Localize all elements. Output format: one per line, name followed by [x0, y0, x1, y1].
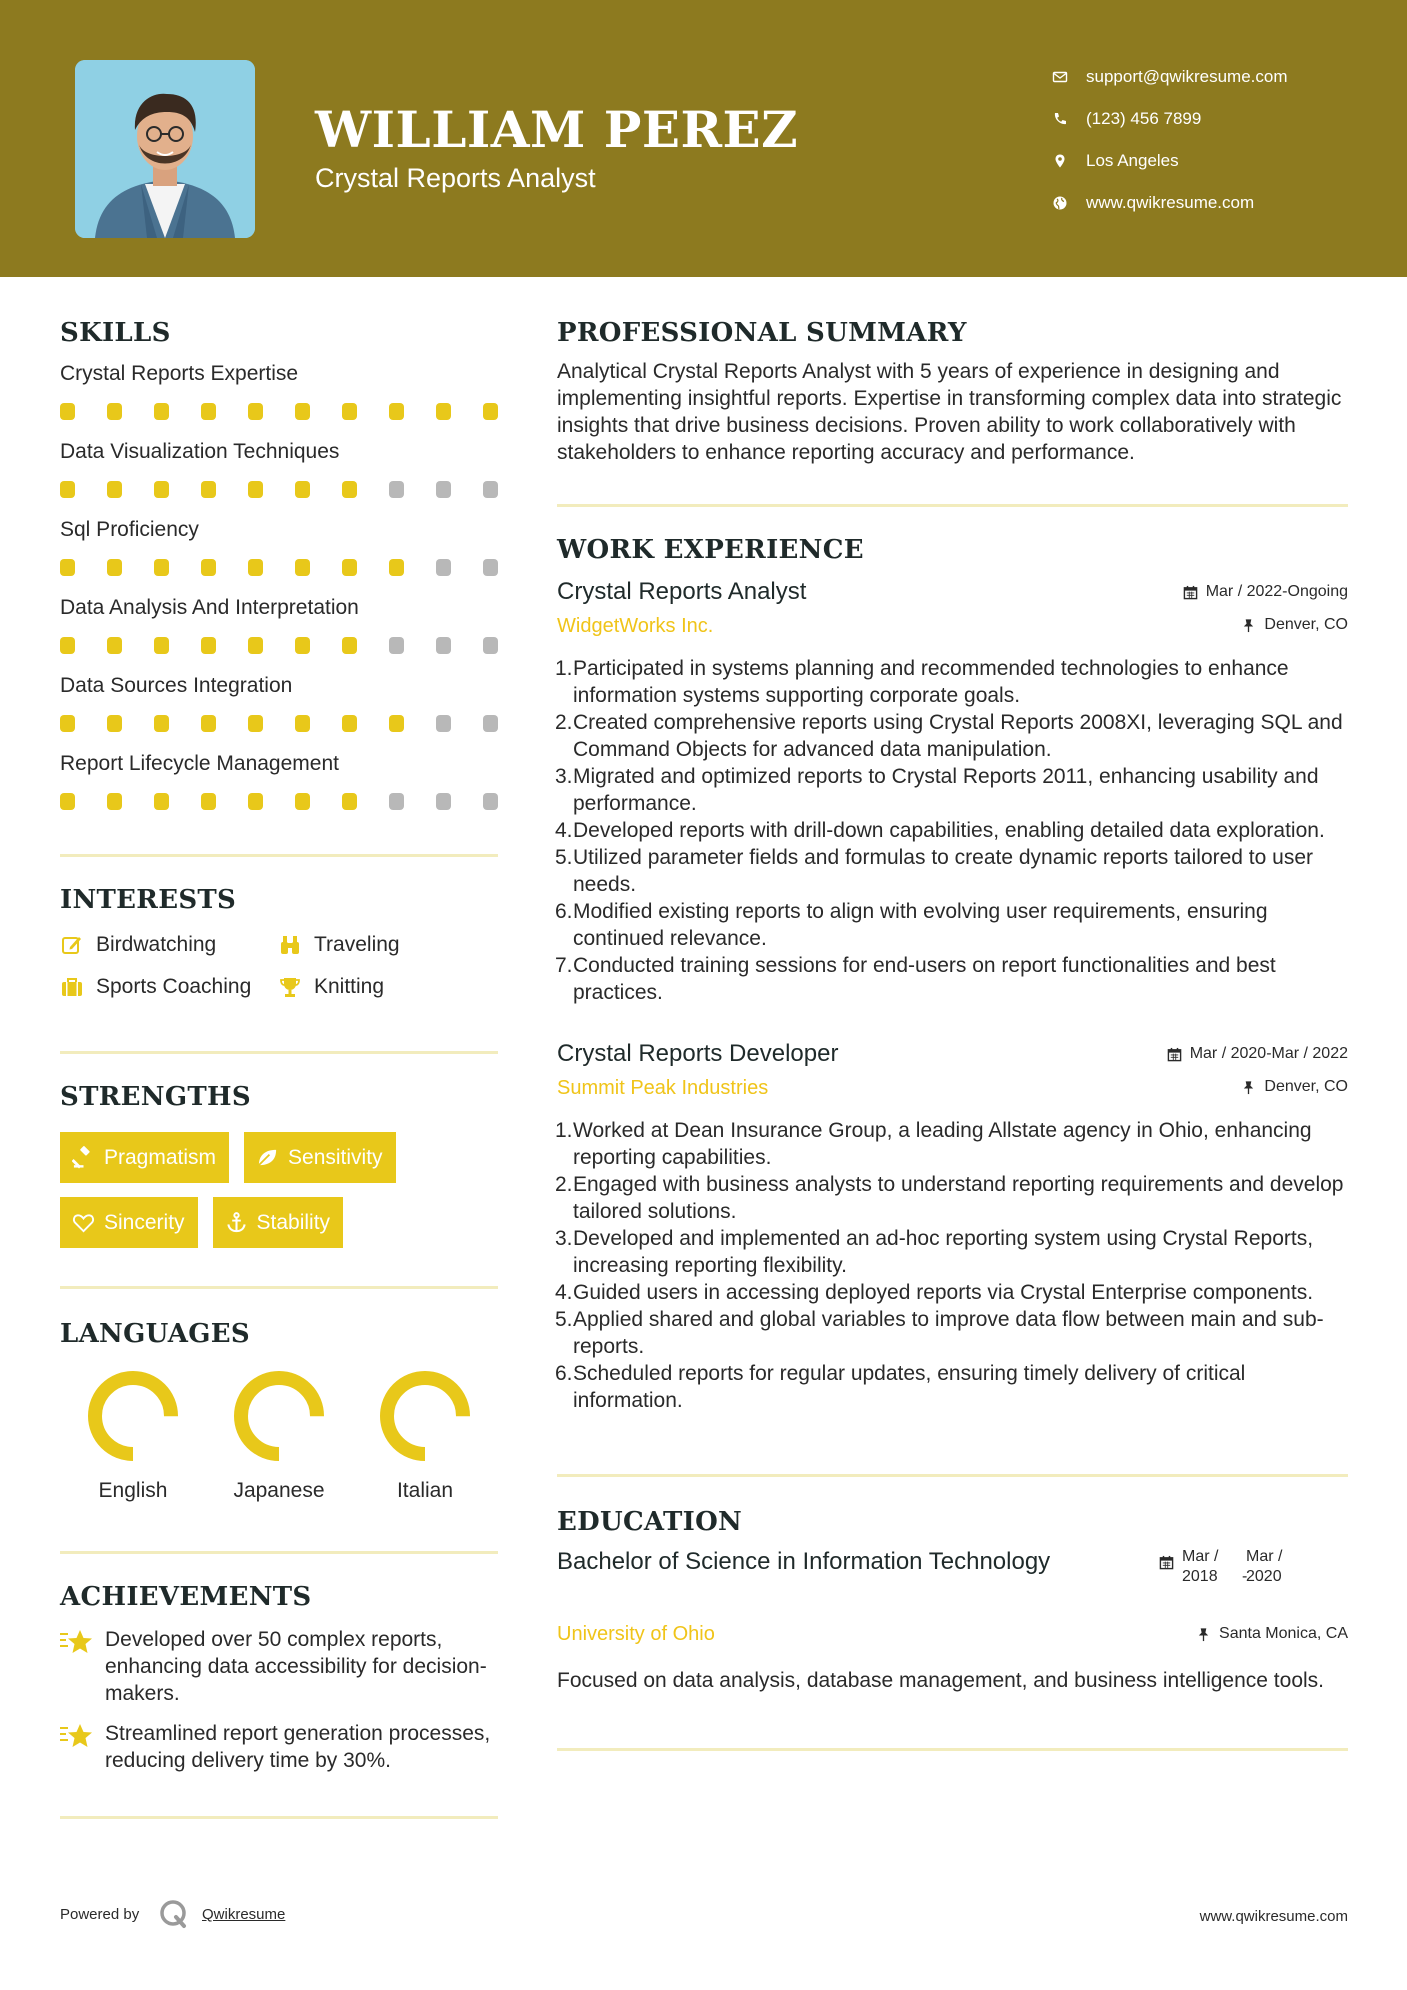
star-badge-icon	[60, 1626, 105, 1707]
calendar-icon	[1167, 1047, 1182, 1062]
rating-dot-empty	[436, 793, 451, 810]
skill-name: Data Sources Integration	[60, 674, 293, 697]
interest-item	[60, 975, 278, 999]
rating-dot-filled	[248, 715, 263, 732]
strength-tag	[244, 1132, 396, 1183]
job-location	[1241, 616, 1348, 634]
interests-title: INTERESTS	[60, 885, 237, 915]
date-separator: -	[1242, 1568, 1248, 1585]
rating-dot-filled	[248, 793, 263, 810]
rating-dot-filled	[389, 403, 404, 420]
rating-dot-filled	[107, 481, 122, 498]
star-badge-icon	[60, 1720, 105, 1774]
rating-dot-filled	[295, 793, 310, 810]
rating-dot-filled	[154, 403, 169, 420]
rating-dot-filled	[201, 403, 216, 420]
duty-number: 2.	[555, 711, 573, 734]
language-gauge-arc	[387, 1378, 463, 1454]
skill-name: Data Analysis And Interpretation	[60, 596, 359, 619]
skills-title: SKILLS	[60, 318, 171, 348]
rating-dot-filled	[107, 715, 122, 732]
rating-dot-empty	[389, 481, 404, 498]
rating-dot-filled	[154, 559, 169, 576]
duty-text: Developed reports with drill-down capabilities, enabling detailed data exploration.	[573, 819, 1325, 842]
duty-text: Utilized parameter fields and formulas to create dynamic reports tailored to user needs.	[573, 846, 1314, 896]
job-duty	[557, 1225, 1348, 1279]
job-duty	[557, 844, 1348, 898]
job-company: WidgetWorks Inc.	[557, 615, 714, 637]
right-column	[557, 318, 1348, 1751]
duty-text: Worked at Dean Insurance Group, a leading Allstate agency in Ohio, enhancing reporting capabilities.	[573, 1119, 1312, 1169]
rating-dot-filled	[201, 559, 216, 576]
header-banner	[0, 0, 1407, 277]
duty-number: 3.	[555, 765, 573, 788]
section-divider	[60, 1051, 498, 1054]
contact-list	[1050, 56, 1380, 224]
location-icon	[1050, 153, 1086, 169]
job-location	[1241, 1078, 1348, 1096]
rating-dot-filled	[107, 403, 122, 420]
strength-tag	[213, 1197, 344, 1248]
footer	[60, 1898, 1348, 1934]
profile-photo-image	[75, 60, 255, 238]
rating-dot-empty	[483, 637, 498, 654]
footer-website[interactable]: www.qwikresume.com	[1199, 1908, 1348, 1925]
job-title: Crystal Reports Analyst	[557, 578, 807, 605]
rating-dot-filled	[248, 637, 263, 654]
duty-number: 1.	[555, 1119, 573, 1142]
section-divider	[60, 1551, 498, 1554]
skill-rating	[60, 403, 498, 420]
rating-dot-filled	[201, 715, 216, 732]
education-title: EDUCATION	[557, 1507, 743, 1537]
rating-dot-filled	[60, 715, 75, 732]
achievements-title: ACHIEVEMENTS	[60, 1582, 312, 1612]
language-name: English	[98, 1479, 168, 1502]
rating-dot-filled	[342, 715, 357, 732]
rating-dot-filled	[201, 481, 216, 498]
language-item	[206, 1369, 352, 1503]
rating-dot-empty	[436, 481, 451, 498]
duty-number: 3.	[555, 1227, 573, 1250]
interest-label: Knitting	[314, 975, 385, 998]
job-duty	[557, 952, 1348, 1006]
job-duties	[557, 655, 1348, 1006]
rating-dot-filled	[342, 403, 357, 420]
rating-dot-filled	[342, 481, 357, 498]
interest-label: Traveling	[314, 933, 400, 956]
rating-dot-filled	[295, 715, 310, 732]
anchor-icon	[225, 1211, 248, 1234]
achievement-item	[60, 1720, 498, 1774]
contact-location-text: Los Angeles	[1086, 151, 1179, 170]
achievement-text: Developed over 50 complex reports, enhancing data accessibility for decision-makers.	[105, 1628, 487, 1705]
job-duty	[557, 898, 1348, 952]
contact-phone-text: (123) 456 7899	[1086, 109, 1202, 128]
rating-dot-empty	[483, 793, 498, 810]
summary-text: Analytical Crystal Reports Analyst with 5 years of experience in designing and implementing insightful reports. Expertise in transforming complex data into strategic insights that drive business decisions. Proven ability to work collaboratively with stakeholders to enhance reporting accuracy and performance.	[557, 360, 1342, 464]
section-divider	[60, 854, 498, 857]
candidate-role: Crystal Reports Analyst	[315, 163, 596, 193]
job-company: Summit Peak Industries	[557, 1077, 769, 1099]
heart-icon	[72, 1211, 95, 1234]
job-entry	[557, 577, 1348, 1006]
rating-dot-filled	[60, 403, 75, 420]
job-duty	[557, 709, 1348, 763]
languages-title: LANGUAGES	[60, 1319, 250, 1349]
rating-dot-filled	[342, 559, 357, 576]
calendar-icon	[1159, 1547, 1174, 1587]
rating-dot-filled	[201, 637, 216, 654]
job-dates	[1183, 583, 1348, 601]
job-duty	[557, 817, 1348, 844]
job-duty	[557, 655, 1348, 709]
education-school: University of Ohio	[557, 1623, 715, 1645]
languages-list	[60, 1369, 498, 1503]
duty-number: 5.	[555, 846, 573, 869]
rating-dot-empty	[483, 715, 498, 732]
interests-list	[60, 933, 498, 999]
strength-tag	[60, 1132, 229, 1183]
rating-dot-filled	[248, 559, 263, 576]
rating-dot-empty	[483, 559, 498, 576]
duty-number: 4.	[555, 819, 573, 842]
education-header	[557, 1547, 1348, 1667]
qwikresume-link[interactable]: Qwikresume	[202, 1906, 286, 1923]
duty-text: Migrated and optimized reports to Crystal Reports 2011, enhancing usability and performance.	[573, 765, 1319, 815]
job-header	[557, 1039, 1348, 1099]
duty-text: Participated in systems planning and recommended technologies to enhance information systems supporting corporate goals.	[573, 657, 1289, 707]
skill-item	[60, 516, 498, 576]
strength-label: Sincerity	[104, 1210, 185, 1234]
rating-dot-filled	[248, 403, 263, 420]
briefcase-icon	[60, 975, 96, 999]
education-dates	[1159, 1547, 1306, 1587]
skill-rating	[60, 715, 498, 732]
pin-icon	[1241, 1080, 1256, 1095]
rating-dot-filled	[201, 793, 216, 810]
education-location	[1196, 1625, 1348, 1643]
interest-item	[278, 975, 498, 999]
rating-dot-filled	[342, 637, 357, 654]
qwikresume-logo-icon	[158, 1898, 190, 1930]
rating-dot-filled	[248, 481, 263, 498]
section-divider	[557, 1474, 1348, 1477]
section-divider	[557, 504, 1348, 507]
language-name: Italian	[396, 1479, 454, 1502]
rating-dot-filled	[60, 637, 75, 654]
achievement-text: Streamlined report generation processes, reducing delivery time by 30%.	[105, 1722, 491, 1772]
skill-name: Data Visualization Techniques	[60, 440, 340, 463]
contact-email-text: support@qwikresume.com	[1086, 67, 1288, 86]
contact-email[interactable]	[1050, 56, 1380, 98]
calendar-icon	[1183, 585, 1198, 600]
education-start: Mar / 2018	[1182, 1548, 1219, 1585]
binoculars-icon	[278, 933, 314, 957]
skill-item	[60, 750, 498, 810]
section-divider	[60, 1286, 498, 1289]
rating-dot-filled	[389, 559, 404, 576]
leaf-icon	[256, 1146, 279, 1169]
language-gauge	[232, 1369, 326, 1463]
duty-number: 4.	[555, 1281, 573, 1304]
rating-dot-filled	[60, 559, 75, 576]
contact-website[interactable]	[1050, 182, 1380, 224]
language-item	[352, 1369, 498, 1503]
skill-item	[60, 360, 498, 420]
rating-dot-filled	[295, 637, 310, 654]
job-duty	[557, 763, 1348, 817]
interest-label: Sports Coaching	[96, 975, 252, 998]
rating-dot-filled	[154, 793, 169, 810]
rating-dot-empty	[436, 715, 451, 732]
language-gauge-arc	[241, 1378, 317, 1454]
strengths-list	[60, 1132, 500, 1262]
contact-website-text: www.qwikresume.com	[1086, 193, 1255, 212]
skill-name: Sql Proficiency	[60, 518, 199, 541]
duty-text: Guided users in accessing deployed reports via Crystal Enterprise components.	[573, 1281, 1314, 1304]
strengths-title: STRENGTHS	[60, 1082, 251, 1112]
duty-text: Applied shared and global variables to improve data flow between main and sub-reports.	[573, 1308, 1324, 1358]
gavel-icon	[72, 1146, 95, 1169]
rating-dot-filled	[107, 559, 122, 576]
language-gauge-arc	[95, 1378, 171, 1454]
pin-icon	[1241, 618, 1256, 633]
job-header	[557, 577, 1348, 637]
rating-dot-empty	[389, 793, 404, 810]
strength-label: Sensitivity	[288, 1145, 383, 1169]
duty-number: 6.	[555, 900, 573, 923]
pencil-icon	[60, 933, 96, 957]
rating-dot-filled	[483, 403, 498, 420]
candidate-name: WILLIAM PEREZ	[315, 100, 799, 159]
duty-text: Engaged with business analysts to understand reporting requirements and develop tailored solutions.	[573, 1173, 1344, 1223]
duty-text: Created comprehensive reports using Crystal Reports 2008XI, leveraging SQL and Command Objects for advanced data manipulation.	[573, 711, 1343, 761]
left-column	[60, 318, 498, 1819]
job-dates	[1167, 1045, 1348, 1063]
rating-dot-filled	[389, 715, 404, 732]
language-name: Japanese	[233, 1479, 325, 1502]
duty-text: Developed and implemented an ad-hoc reporting system using Crystal Reports, increasing reporting flexibility.	[573, 1227, 1314, 1277]
job-location-text: Denver, CO	[1264, 616, 1348, 633]
experience-title: WORK EXPERIENCE	[557, 535, 864, 565]
job-dates-text: Mar / 2022-Ongoing	[1205, 583, 1348, 600]
rating-dot-empty	[436, 637, 451, 654]
interest-item	[278, 933, 498, 957]
skill-rating	[60, 637, 498, 654]
skill-item	[60, 672, 498, 732]
profile-photo	[75, 60, 255, 238]
job-duties	[557, 1117, 1348, 1414]
job-duty	[557, 1306, 1348, 1360]
language-gauge	[86, 1369, 180, 1463]
rating-dot-filled	[436, 403, 451, 420]
skill-item	[60, 594, 498, 654]
duty-number: 1.	[555, 657, 573, 680]
job-title: Crystal Reports Developer	[557, 1040, 839, 1067]
education-end: Mar / 2020	[1246, 1548, 1283, 1585]
job-dates-text: Mar / 2020-Mar / 2022	[1189, 1045, 1348, 1062]
duty-text: Scheduled reports for regular updates, ensuring timely delivery of critical information.	[573, 1362, 1246, 1412]
job-duty	[557, 1360, 1348, 1414]
strength-label: Stability	[256, 1210, 331, 1234]
strength-tag	[60, 1197, 198, 1248]
skill-item	[60, 438, 498, 498]
skills-list	[60, 360, 498, 810]
language-gauge	[378, 1369, 472, 1463]
duty-number: 2.	[555, 1173, 573, 1196]
email-icon	[1050, 69, 1086, 85]
rating-dot-filled	[60, 793, 75, 810]
rating-dot-filled	[107, 637, 122, 654]
duty-number: 6.	[555, 1362, 573, 1385]
job-entry	[557, 1039, 1348, 1414]
rating-dot-filled	[295, 481, 310, 498]
skill-rating	[60, 559, 498, 576]
rating-dot-filled	[295, 559, 310, 576]
contact-location	[1050, 140, 1380, 182]
job-duty	[557, 1279, 1348, 1306]
pin-icon	[1196, 1627, 1211, 1642]
rating-dot-empty	[436, 559, 451, 576]
rating-dot-filled	[154, 481, 169, 498]
section-divider	[557, 1748, 1348, 1751]
duty-number: 5.	[555, 1308, 573, 1331]
achievement-item	[60, 1626, 498, 1707]
education-description: Focused on data analysis, database management, and business intelligence tools.	[557, 1669, 1324, 1692]
phone-icon	[1050, 111, 1086, 127]
contact-phone[interactable]	[1050, 98, 1380, 140]
interest-label: Birdwatching	[96, 933, 217, 956]
duty-number: 7.	[555, 954, 573, 977]
skill-name: Report Lifecycle Management	[60, 752, 339, 775]
rating-dot-filled	[295, 403, 310, 420]
duty-text: Conducted training sessions for end-users on report functionalities and best practices.	[573, 954, 1276, 1004]
rating-dot-empty	[483, 481, 498, 498]
summary-title: PROFESSIONAL SUMMARY	[557, 318, 967, 348]
rating-dot-empty	[389, 637, 404, 654]
skill-rating	[60, 481, 498, 498]
job-location-text: Denver, CO	[1264, 1078, 1348, 1095]
duty-text: Modified existing reports to align with evolving user requirements, ensuring continued relevance.	[573, 900, 1268, 950]
education-location-text: Santa Monica, CA	[1219, 1625, 1348, 1642]
rating-dot-filled	[154, 637, 169, 654]
section-divider	[60, 1816, 498, 1819]
language-item	[60, 1369, 206, 1503]
trophy-icon	[278, 975, 314, 999]
rating-dot-filled	[60, 481, 75, 498]
rating-dot-filled	[107, 793, 122, 810]
strength-label: Pragmatism	[104, 1145, 217, 1169]
skill-rating	[60, 793, 498, 810]
rating-dot-filled	[154, 715, 169, 732]
globe-icon	[1050, 195, 1086, 211]
job-duty	[557, 1117, 1348, 1171]
skill-name: Crystal Reports Expertise	[60, 362, 299, 385]
education-degree: Bachelor of Science in Information Technology	[557, 1548, 1051, 1575]
powered-by-text: Powered by	[60, 1906, 140, 1923]
achievements-list	[60, 1626, 498, 1774]
job-duty	[557, 1171, 1348, 1225]
rating-dot-filled	[342, 793, 357, 810]
interest-item	[60, 933, 278, 957]
